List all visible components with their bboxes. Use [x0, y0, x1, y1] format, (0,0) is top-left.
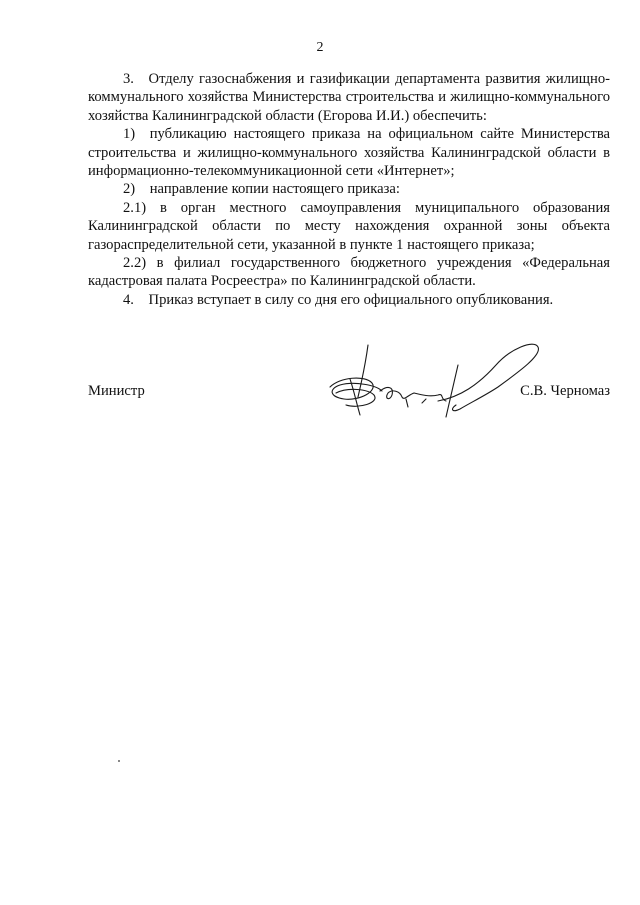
scan-speck: [118, 760, 120, 762]
paragraph-3-2-2: 2.2) в филиал государственного бюджетного учреждения «Федеральная кадастровая палата Росреестра» по Калининградской области.: [88, 255, 610, 290]
document-body: [88, 70, 610, 309]
paragraph-3-1: 1) публикацию настоящего приказа на официальном сайте Министерства строительства и жилищно-коммунального хозяйства Калининградской области в информационно-телекоммуникационной сети «Интернет»;: [88, 126, 610, 180]
signatory-role: Министр: [88, 383, 145, 399]
paragraph-3-2-1: 2.1) в орган местного самоуправления муниципального образования Калининградской области по месту нахождения охранной зоны объекта газораспределительной сети, указанной в пункте 1 настоящего приказа;: [88, 199, 610, 253]
paragraph-3: 3. Отделу газоснабжения и газификации департамента развития жилищно-коммунального хозяйства Министерства строительства и жилищно-коммунального хозяйства Калининградской области (Егорова И.И.) обеспечить:: [88, 71, 610, 124]
signature-row: [88, 383, 610, 405]
paragraph-3-2: 2) направление копии настоящего приказа:: [123, 181, 400, 198]
handwritten-signature: [310, 335, 555, 425]
signatory-name: С.В. Черномаз: [520, 383, 610, 399]
paragraph-4: 4. Приказ вступает в силу со дня его официального опубликования.: [123, 291, 554, 308]
page-number: 2: [316, 40, 324, 55]
